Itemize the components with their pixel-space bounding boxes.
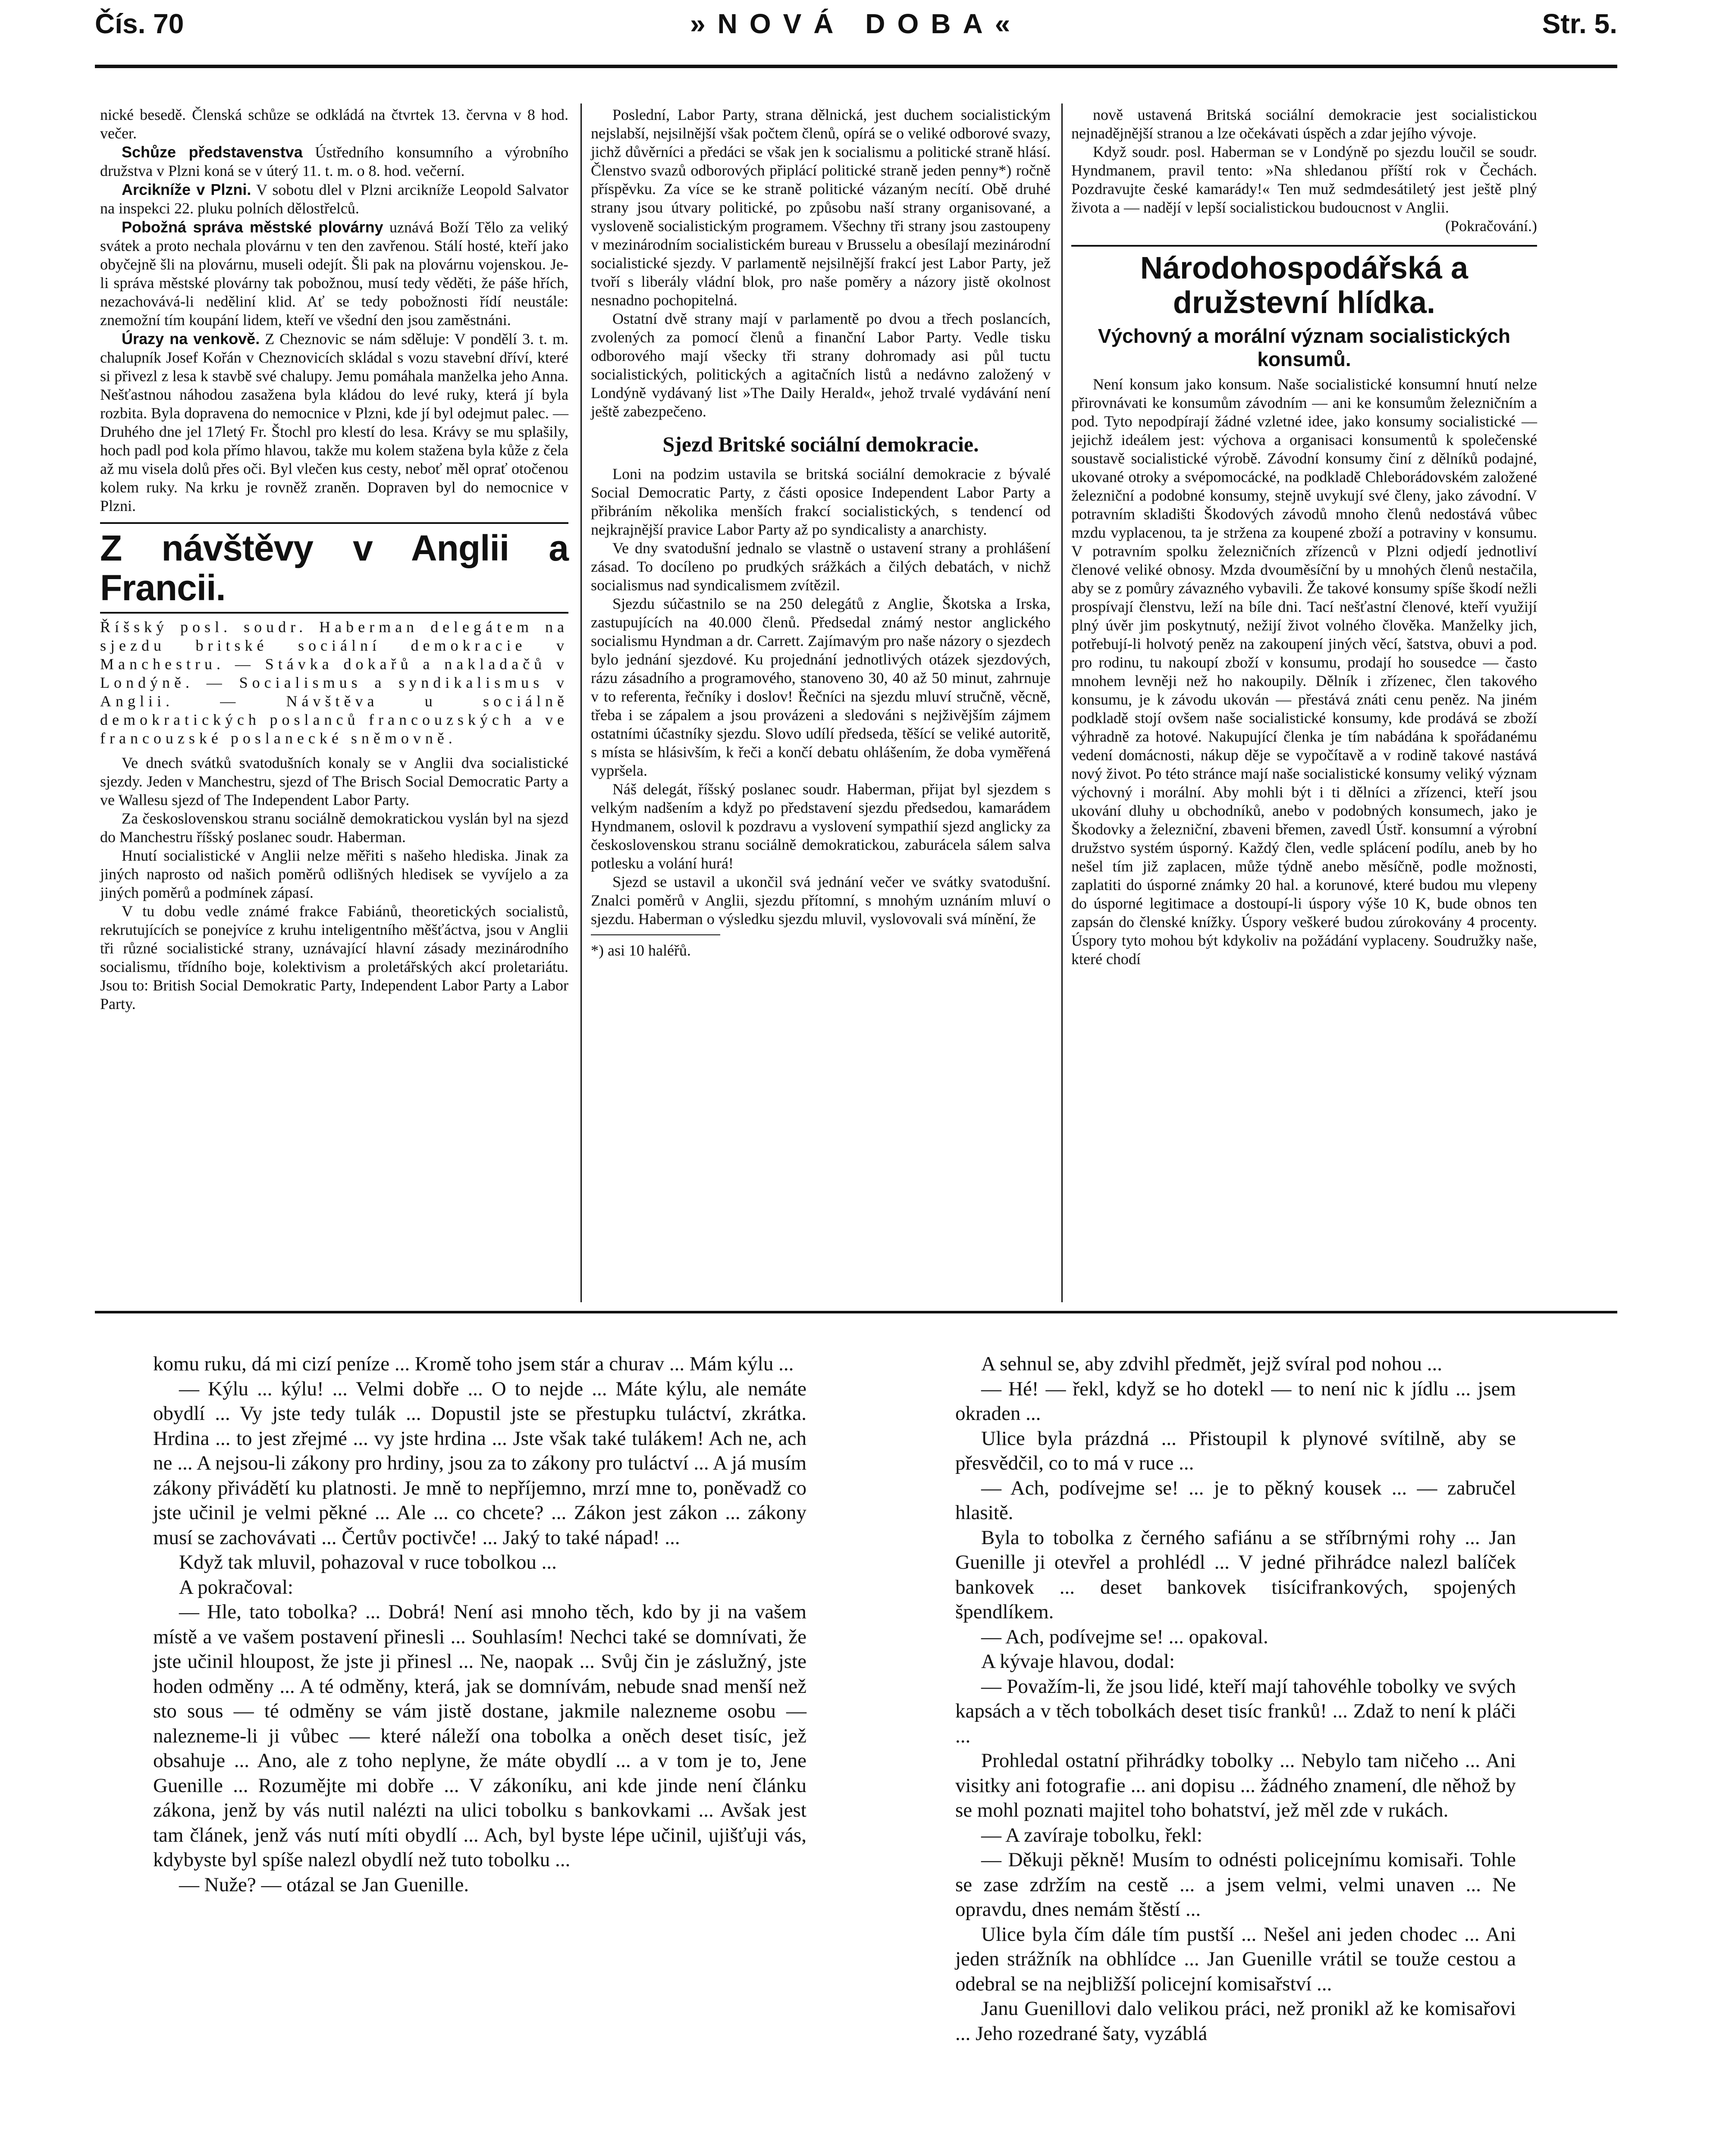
story-column-right — [955, 1352, 1516, 2046]
story-paragraph: Když tak mluvil, pohazoval v ruce tobolkou ... — [179, 1551, 557, 1573]
story-paragraph: Ulice byla čím dále tím pustší ... Nešel ani jeden chodec ... Ani jeden strážník na obhlídce ... Jan Guenille vrátil se touže cestou a odebral se na nejbližší policejní komisařství ... — [955, 1923, 1516, 1995]
article-subtitle: Výchovný a morální význam socialistických konsumů. — [1098, 325, 1511, 370]
story-paragraph: komu ruku, dá mi cizí peníze ... Kromě toho jsem stár a churav ... Mám kýlu ... — [153, 1353, 794, 1375]
paragraph: nově ustavená Britská sociální demokracie jest socialistickou nejnadějnější stranou a lze očekávati úspěch a zdar jejího vývoje. — [1071, 106, 1537, 142]
paragraph: Ve dny svatodušní jednalo se vlastně o ustavení strany a prohlášení zásad. To docíleno po prudkých srážkách a čilých debatách, v nichž socialismus nad syndicalismem zvítězil. — [591, 539, 1051, 594]
story-paragraph: — Ach, podívejme se! ... opakoval. — [981, 1625, 1268, 1648]
column-divider — [1061, 103, 1063, 1302]
story-paragraph: Prohledal ostatní přihrádky tobolky ... Nebylo tam ničeho ... Ani visitky ani fotografie ... ani dopisu ... žádného znamení, dle něhož by se mohl poznati majitel toho bohatství, jež měl zde v rukách. — [955, 1749, 1516, 1821]
article-rule — [100, 612, 568, 614]
issue-number: Čís. 70 — [95, 8, 184, 39]
header-rule — [95, 65, 1617, 68]
story-paragraph: Ulice byla prázdná ... Přistoupil k plynové svítilně, aby se přesvědčil, co to má v ruce ... — [955, 1427, 1516, 1474]
story-column-left — [153, 1352, 806, 1897]
article-rule — [100, 522, 568, 524]
page-header — [95, 8, 1617, 60]
news-item — [100, 218, 568, 329]
masthead-title: »NOVÁ DOBA« — [690, 8, 1023, 39]
paragraph: Náš delegát, říšský poslanec soudr. Haberman, přijat byl sjezdem s velkým nadšením a když po představení sjezdu předsedou, kamarádem Hyndmanem, oslovil k pozdravu a vyslovení sympathií sjezd anglicky za československou stranu sociálně demokratickou, zaburácela sálem salva potlesku a volání hurá! — [591, 780, 1051, 872]
paragraph: Když soudr. posl. Haberman se v Londýně po sjezdu loučil se soudr. Hyndmanem, pravil tento: »Na shledanou příští rok v Čechách. Pozdravujte české kamarády!« Ten muž sedmdesátiletý jest ještě plný života a — nadějí v lepší socialistickou budoucnost v Anglii. — [1071, 143, 1537, 216]
paragraph: Loni na podzim ustavila se britská sociální demokracie z bývalé Social Democratic Party, z části oposice Independent Labor Party a přibráním několika menších frakcí socialistických, s tendencí od nejkrajnější pravice Labor Party až po syndicalisty a anarchisty. — [591, 465, 1051, 538]
paragraph: Sjezd se ustavil a ukončil svá jednání večer ve svátky svatodušní. Znalci poměrů v Anglii, sjezdu přítomní, s mnohým uznáním mluví o sjezdu. Haberman o výsledku sjezdu mluvil, vyslovovali svá mínění, že — [591, 873, 1051, 928]
paragraph: Za československou stranu sociálně demokratickou vyslán byl na sjezd do Manchestru říšský poslanec soudr. Haberman. — [100, 810, 568, 846]
paragraph: V tu dobu vedle známé frakce Fabiánů, theoretických socialistů, rekrutujících se ponejvíce z kruhu inteligentního měšťáctva, jsou v Anglii tři různé socialistické strany, uznávající hlavní zásady mezinárodního socialismu, třídního boje, kolektivism a proletářských akcí proletariátu. Jsou to: British Social Demokratic Party, Independent Labor Party a Labor Party. — [100, 903, 568, 1012]
story-paragraph: Janu Guenillovi dalo velikou práci, než pronikl až ke komisařovi ... Jeho rozedrané šaty, vyzáblá — [955, 1997, 1516, 2045]
column-left — [100, 106, 568, 1013]
news-headline: Úrazy na venkově. — [122, 330, 260, 348]
news-text: Z Cheznovic se nám sděluje: V pondělí 3. t. m. chalupník Josef Kořán v Cheznovicích skládal s vozu stavební dříví, které si přivezl z lesa k stavbě své chalupy. Jemu pomáhala manželka jeho Anna. Nešťastnou náhodou zasažena byla kládou do levé ruky, která jí byla rozbita. Byla dopravena do nemocnice v Plzni, kde jí byl odejmut palec. — Druhého dne jel 17letý Fr. Štochl pro klestí do lesa. Krávy se mu splašily, hoch padl pod kola přímo hlavou, takže mu kolem stažena byla kůže z čela až mu visela dolů přes oči. Byl vlečen kus cesty, neboť měl oprať otočenou kolem ruky. Na krku je rovněž zraněn. Dopraven byl do nemocnice v Plzni. — [100, 330, 568, 514]
section-rule — [1071, 245, 1537, 247]
paragraph: Ostatní dvě strany mají v parlamentě po dvou a třech poslancích, zvolených za pomocí členů a finanční Labor Party. Vedle tisku odborového mají všecky tři strany dohromady asi půl tuctu socialistických, politických a agitačních listů a nedávno založený v Londýně vydávaný list »The Daily Herald«, jehož trvalé vydávání není ještě zabezpečeno. — [591, 310, 1051, 420]
article-headline: Z návštěvy v Anglii a Francii. — [100, 528, 568, 608]
section-heading: Sjezd Britské sociální demokracie. — [662, 432, 979, 456]
continuation-note: (Pokračování.) — [1445, 217, 1537, 235]
story-paragraph: — A zavíraje tobolku, řekl: — [981, 1824, 1202, 1846]
page-number: Str. 5. — [1542, 8, 1617, 39]
paragraph: Není konsum jako konsum. Naše socialistické konsumní hnutí nelze přirovnávati ke konsumům závodním — ani ke konsumům železničním a pod. Tyto nepodpírají žádné vzletné idee, jako konsumy socialistické — jejichž ideálem jest: výchova a organisaci konsumentů k společenské soustavě socialistické výrobě. Závodní konsumy činí z dělníků podajné, ukované otroky a svépomocácké, na podkladě Chleborádovském založené železniční a podobné konsumy, stejně uvykují své členy, jako závodní. V potravním skladišti Škodových závodů mnoho členů nedostává vůbec mzdu vyplacenou, ta je stržena za koupené zboží a potraviny v konsumu. V potravním spolku železničních zřízenců v Plzni odjedí jednotliví členové veliké obnosy. Mzda dvouměsíční by u mnohých členů nestačila, aby se z pomůry závazného vybavili. Že takové konsumy spíše škodí nežli prospívají členstvu, leží na bíle dni. Tací nešťastní členové, kteří využijí plný úvěr jim poskytnutý, nežijí život volného člověka. Manželky jich, potřebují-li holvotý peněz na zakoupení jiných věcí, šatstva, obuvi a pod. pro rodinu, tu nakoupí zboží v konsumu, prodají ho sousedce — často mnohem levněji než ho nakoupily. Dělník i zřízenec, člen takového konsumu, je k závodu ukován — přestává znáti cenu peněz. Na jiném podkladě stojí ovšem naše socialistické konsumy, kde prodává se zboží výhradně za hotové. Nakupující členka je tím nabádána k spořádanému vedení domácnosti, nákup děje se vypočítavě a v rodině takové nastává nový život. Po této stránce mají naše socialistické konsumy veliký význam výchovný i morální. Aby mohli být i ti dělníci a zřízenci, kteří jsou ukování dluhy u obchodníků, anebo v podobných konsumech, jako je Škodovky a železniční, zbaveni břemen, zavedl Ústř. konsumní a výrobní družstvo systém úsporný. Každý člen, vedle splácení podílu, aneb by ho nešel tím již zaplacen, může týdně anebo měsíčně, podle možnosti, zaplatiti do úsporné známky 20 hal. a korunové, které budou mu vlepeny do úsporné legitimace a dostoupí-li úspory výše 10 K, bude obnos ten zapsán do členské knížky. Úspory veškeré budou zúrokovány 4 procenty. Úspory tyto mohou být kdykoliv na požádání vyplaceny. Soudružky naše, které chodí — [1071, 376, 1537, 968]
news-headline: Schůze představenstva — [122, 143, 303, 161]
story-paragraph: — Děkuji pěkně! Musím to odnésti policejnímu komisaři. Tohle se zase zdržím na cestě ... a jsem velmi, velmi unaven ... Ne opravdu, dnes nemám štěstí ... — [955, 1849, 1516, 1921]
news-item — [100, 329, 568, 515]
story-paragraph: — Ach, podívejme se! ... je to pěkný kousek ... — zabručel hlasitě. — [955, 1476, 1516, 1524]
paragraph: Ve dnech svátků svatodušních konaly se v Anglii dva socialistické sjezdy. Jeden v Manchestru, sjezd of The Brisch Social Democratic Party a ve Wallesu sjezd of The Independent Labor Party. — [100, 754, 568, 808]
story-paragraph: A pokračoval: — [179, 1576, 293, 1598]
story-paragraph: — Hle, tato tobolka? ... Dobrá! Není asi mnoho těch, kdo by ji na vašem místě a ve vašem postavení přinesli ... Souhlasím! Nechci také se domnívati, že jste učinil hloupost, že jste ji přinesl ... Ne, naopak ... Svůj čin je záslužný, jste hoden odměny ... A té odměny, která, jak se domnívám, nebude snad menší než sto sous — té odměny se vám jistě dostane, jakmile nalezneme osobu — nalezneme-li ji vůbec — které náleží ona tobolka a oněch deset tisíc, jež obsahuje ... Ano, ale z toho neplyne, že máte obydlí ... a v tom je to, Jene Guenille ... Rozumějte mi dobře ... V zákoníku, ani kde jinde není článku zákona, jenž by vás nutil nalézti na ulici tobolku s bankovkami ... Avšak jest tam článek, jenž vás nutí míti obydlí ... Ach, byl byste lépe učinil, ujišťuji vás, kdybyste byl spíše nalezl obydlí než tuto tobolku ... — [153, 1601, 806, 1871]
story-paragraph: — Hé! — řekl, když se ho dotekl — to není nic k jídlu ... jsem okraden ... — [955, 1377, 1516, 1425]
story-paragraph: Byla to tobolka z černého safiánu a se stříbrnými rohy ... Jan Guenille ji otevřel a prohlédl ... V jedné přihrádce nalezl balíček bankovek ... deset bankovek tisícifrankových, spojených špendlíkem. — [955, 1526, 1516, 1623]
news-item — [100, 143, 568, 180]
footnote-rule — [591, 934, 720, 935]
story-paragraph: — Nuže? — otázal se Jan Guenille. — [179, 1873, 469, 1896]
story-paragraph: — Kýlu ... kýlu! ... Velmi dobře ... O to nejde ... Máte kýlu, ale nemáte obydlí ... Vy jste tedy tulák ... Dopustil jste se přestupku tuláctví, zkrátka. Hrdina ... to jest zřejmé ... vy jste hrdina ... Jste však také tulákem! Ach ne, ach ne ... A nejsou-li zákony pro hrdiny, jsou za to zákony pro tuláctví ... A já musím zákony přivádětí ku platnosti. Je mně to nepříjemno, mrzí mne to, poněvadž co jste učinil je velmi pěkné ... Ale ... co chcete? ... Zákon jest zákon ... zákony musí se zachovávati ... Čertův poctivče! ... Jaký to také nápad! ... — [153, 1377, 806, 1549]
story-paragraph: — Považím-li, že jsou lidé, kteří mají tahovéhle tobolky ve svých kapsách a v těch tobolkách deset tisíc franků! ... Zdaž to není k pláči ... — [955, 1675, 1516, 1747]
news-headline: Pobožná správa městské plovárny — [122, 218, 383, 236]
footnote: *) asi 10 haléřů. — [591, 942, 691, 959]
news-item — [100, 180, 568, 218]
news-text: V sobotu dlel v Plzni arcikníže Leopold Salvator na inspekci 22. pluku polních dělostřelců. — [100, 181, 568, 217]
paragraph: Sjezdu súčastnilo se na 250 delegátů z Anglie, Škotska a Irska, zastupujících na 40.000 členů. Předsedal známý nestor anglického socialismu Hyndman a dr. Carrett. Zajímavým pro naše názory o sjezdech bylo jednání sjezdové. Ku projednání jednotlivých otázek sjezdových, rázu zásadního a programového, stanoveno 30, 40 až 50 minut, zahrnuje v to referenta, řečníky i doslov! Řečníci na sjezdu mluví stručně, věcně, třeba i se zápalem a jsou provázeni a sledováni s nejživějším zájmem ostatními účastníky sjezdu. Slovo udílí předseda, těšící se veliké autoritě, s místa se hlásivším, k řeči a končí debatu ohlášením, že doba vyměřená vypršela. — [591, 595, 1051, 779]
column-right — [1071, 106, 1537, 968]
paragraph: Hnutí socialistické v Anglii nelze měřiti s našeho hlediska. Jinak za jiných naprosto od našich poměrů odlišných hledisek se vyvíjelo a za jiných poměrů a podmínek zápasí. — [100, 847, 568, 901]
article-lead: Říšský posl. soudr. Haberman delegátem na sjezdu britské sociální demokracie v Manchestru. — Stávka dokařů a nakladačů v Londýně. — Socialismus a syndikalismus v Anglii. — Návštěva u sociálně demokratických poslanců francouzských a ve francouzské poslanecké sněmovně. — [100, 618, 568, 747]
news-headline: Arcikníže v Plzni. — [122, 181, 251, 198]
story-paragraph: A sehnul se, aby zdvihl předmět, jejž svíral pod nohou ... — [981, 1353, 1443, 1375]
column-middle — [591, 106, 1051, 960]
section-title: Národohospodářská a družstevní hlídka. — [1140, 251, 1468, 320]
story-paragraph: A kývaje hlavou, dodal: — [981, 1650, 1175, 1673]
news-text: Ústředního konsumního a výrobního družstva v Plzni koná se v úterý 11. t. m. o 8. hod. večerní. — [100, 144, 568, 179]
column-divider — [580, 103, 582, 1302]
paragraph: nické besedě. Členská schůze se odkládá na čtvrtek 13. června v 8 hod. večer. — [100, 106, 568, 142]
feuilleton-rule — [95, 1311, 1617, 1313]
paragraph: Poslední, Labor Party, strana dělnická, jest duchem socialistickým nejslabší, nejsilnější však počtem členů, opírá se o veliké odborové svazy, jichž důvěrníci a předáci se však jen k socialismu a politické straně hlásí. Členstvo svazů odborových připlácí politické straně jeden penny*) ročně příspěvku. Za více se ke straně politické vázaným necítí. Obě druhé strany jsou útvary politické, po způsobu naší strany organisované, a vysloveně socialistickým programem. Všechny tři strany jsou zastoupeny v mezinárodním socialistickém bureau v Brusselu a obesílají mezinárodní socialistické sjezdy. V parlamentě nejsilnější frakcí jest Labor Party, jež tvoří s liberály vládní blok, pro naše poměry a názory jistě okolnost nesnadno pochopitelná. — [591, 106, 1051, 309]
news-text: uznává Boží Tělo za veliký svátek a proto nechala plovárnu v ten den zavřenou. Stálí hosté, kteří jako obyčejně šli na plovárnu, museli odejít. Šli pak na plovárnu vojenskou. Je-li správa městské plovárny tak pobožnou, musí tedy věděti, že páše hřích, nezachovává-li neděliní klid. Ať se tedy pobožnosti řídí neustále: znemožní tím koupání lidem, kteří ve všední den jsou zaměstnáni. — [100, 219, 568, 329]
